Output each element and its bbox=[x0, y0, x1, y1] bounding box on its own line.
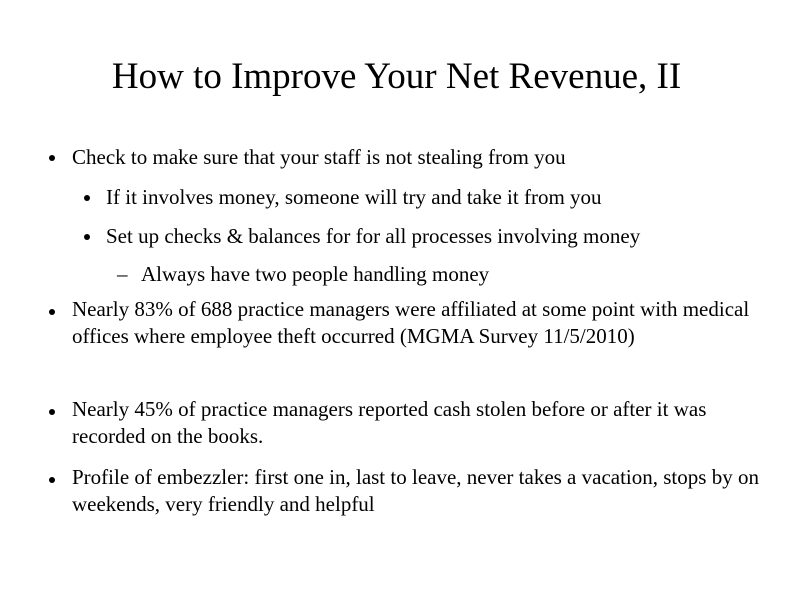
bullet-icon bbox=[49, 477, 55, 483]
bullet-item: Nearly 83% of 688 practice managers were affiliated at some point with medical offices where employee theft occurred (MGMA Survey 11/5/2010) bbox=[72, 297, 750, 348]
bullet-icon bbox=[49, 155, 55, 161]
bullet-icon bbox=[84, 234, 90, 240]
bullet-item: Profile of embezzler: first one in, last to leave, never takes a vacation, stops by on weekends, very friendly and helpful bbox=[72, 465, 759, 516]
bullet-icon bbox=[49, 309, 55, 315]
dash-marker: – bbox=[117, 262, 128, 286]
slide-title: How to Improve Your Net Revenue, II bbox=[111, 56, 682, 97]
bullet-item: Check to make sure that your staff is not stealing from you bbox=[72, 145, 566, 169]
bullet-icon bbox=[49, 409, 55, 415]
sub-sub-bullet-item: Always have two people handling money bbox=[141, 262, 490, 286]
bullet-item: Nearly 45% of practice managers reported cash stolen before or after it was recorded on the books. bbox=[72, 397, 707, 448]
sub-bullet-item: If it involves money, someone will try and take it from you bbox=[106, 185, 602, 209]
bullet-icon bbox=[84, 195, 90, 201]
sub-bullet-item: Set up checks & balances for for all processes involving money bbox=[106, 224, 641, 248]
